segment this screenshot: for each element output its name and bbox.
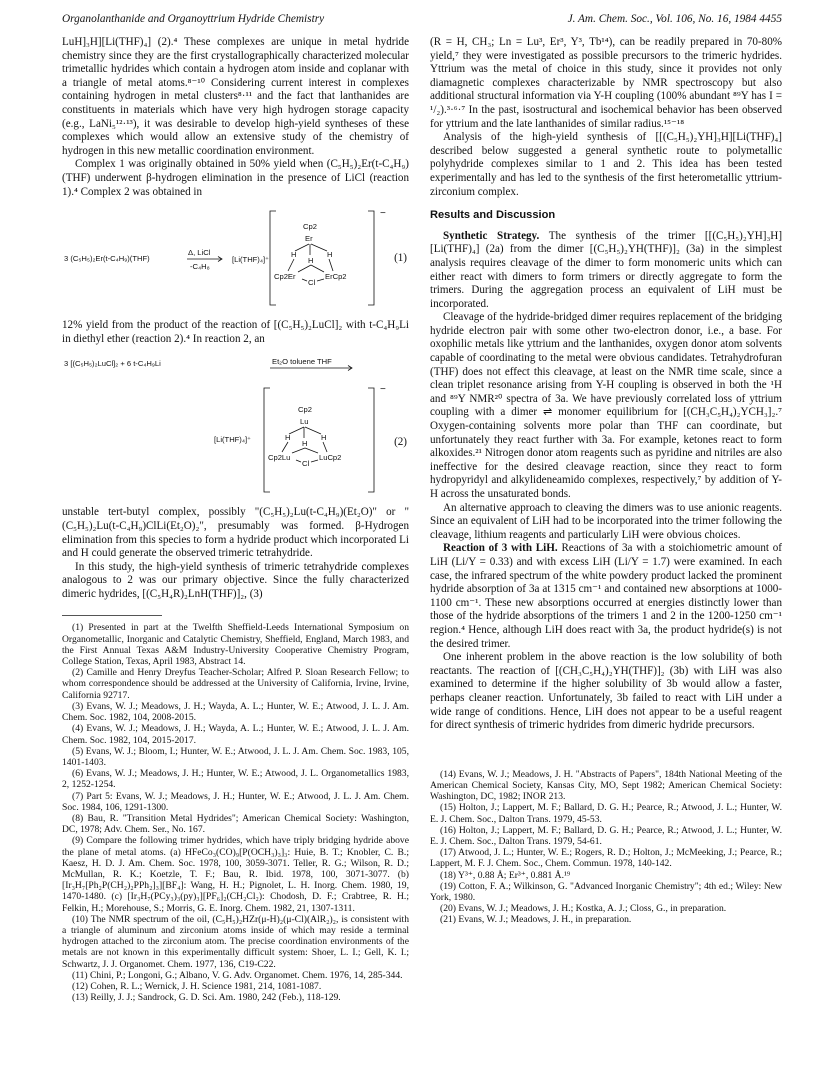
scheme2-metal-top: Lu [300, 417, 309, 427]
scheme1-bond [311, 265, 324, 272]
footnote: (3) Evans, W. J.; Meadows, J. H.; Wayda, A. L.; Hunter, W. E.; Atwood, J. L. J. Am. Chem. Soc. 1982, 104, 2008-2015. [62, 700, 409, 724]
scheme1-h-mid: H [308, 256, 314, 266]
paragraph: In this study, the high-yield synthesis of trimeric tetrahydride complexes analogous to 2 was our primary objective. Since the fully characterized dimeric hydrides, [(C₅H₄R)₂LnH(THF)]₂, (3) [62, 560, 409, 600]
scheme1-bracket-left [270, 211, 276, 305]
paragraph-text: The synthesis of the trimer [[(C₅H₅)₂YH]₃H][Li(THF)₄] (2a) from the dimer [(C₅H₅)₂YH(THF)]₂ (3a) in the simplest analysis requires cleavage of the dimer to form monomeric units which can either react with dimers to form trimers or directly aggregate to form the trimers. During the aggregation process an equivalent of LiH must be incorporated. [430, 229, 783, 310]
footnote: (2) Camille and Henry Dreyfus Teacher-Scholar; Alfred P. Sloan Research Fellow; to whom correspondence should be addressed at the University of California, Irvine, Irvine, California 92717. [62, 667, 409, 701]
footnote: (1) Presented in part at the Twelfth Sheffield-Leeds International Symposium on Organometallic, Inorganic and Catalytic Chemistry, Sheffield, England, March 1983, and the First Annual Texas A&M Industry-University Cooperative Chemistry Program, College Station, Texas, April 1983, Abstract 14. [62, 622, 409, 668]
scheme1-bond [329, 259, 333, 271]
scheme1-cp2-right: ErCp2 [325, 272, 347, 282]
scheme1-bond [302, 279, 307, 281]
footnote: (16) Holton, J.; Lappert, M. F.; Ballard, D. G. H.; Pearce, R.; Atwood, J. L.; Hunter, W. E. J. Chem. Soc., Dalton Trans. 1979, 54-61. [430, 824, 782, 847]
footnote: (5) Evans, W. J.; Bloom, I.; Hunter, W. E.; Atwood, J. L. J. Am. Chem. Soc. 1983, 105, 1401-1403. [62, 745, 409, 768]
paragraph: LuH]₃H][Li(THF)₄] (2).⁴ These complexes are unique in metal hydride chemistry since they are the first crystallographically characterized molecular trimetallic hydrides which contain a hydrogen atom inside and coplanar with a triangle of metal atoms.⁸⁻¹⁰ Considering current interest in complexes containing hydrogen in metal clusters⁸·¹¹ and the fact that lanthanides are constituents in materials which have very high hydrogen storage capacity (e.g., LaNi₅¹²·¹³), it was desirable to develop high-yield syntheses of these complexes which would allow an extensive study of the chemistry of hydrogen in this new metallic coordination environment. [62, 36, 409, 157]
scheme1-h-right: H [327, 250, 333, 260]
paragraph [430, 230, 782, 312]
scheme1-charge: − [380, 208, 386, 220]
scheme2-h-mid: H [302, 439, 308, 449]
scheme1-cp2-top: Cp2 [303, 222, 317, 232]
scheme1-cp2-left: Cp2Er [274, 272, 296, 282]
footnote: (11) Chini, P.; Longoni, G.; Albano, V. G. Adv. Organomet. Chem. 1976, 14, 285-344. [72, 969, 403, 981]
reaction-scheme-2 [62, 352, 409, 500]
footnote: (19) Cotton, F. A.; Wilkinson, G. "Advanced Inorganic Chemistry"; 4th ed.; Wiley: New York, 1980. [430, 880, 782, 903]
scheme2-bond [282, 442, 288, 452]
paragraph: Analysis of the high-yield synthesis of [[(C₅H₅)₂YH]₃H][Li(THF)₄] described below suggested a general synthetic route to polymetallic polyhydride complexes similar to 1 and 2. This idea has been tested experimentally and has led to the synthesis of the first heterometallic yttrium-zirconium complex. [430, 131, 782, 198]
scheme2-cation: [Li(THF)₄]⁺ [214, 435, 252, 445]
footnote: (8) Bau, R. "Transition Metal Hydrides"; American Chemical Society: Washington, DC, 1978; Adv. Chem. Ser., No. 167. [62, 812, 409, 836]
footnote: (21) Evans, W. J.; Meadows, J. H., in preparation. [440, 914, 632, 926]
paragraph: (R = H, CH₃; Ln = Lu³, Er³, Y³, Tb¹⁴), can be readily prepared in 70-80% yield,⁷ they were investigated as possible precursors to the trimeric hydrides. Yttrium was the metal of choice in this study, since it provides not only diamagnetic complexes characterizable by NMR spectroscopy but also additional structural information via Y-H coupling (100% abundant ⁸⁹Y has I = ¹/₂).³·⁶·⁷ In the past, isostructural and isochemical behavior has been observed for yttrium and the late lanthanides of similar radius.¹⁵⁻¹⁸ [430, 36, 782, 130]
scheme1-bond [311, 244, 327, 251]
footnote: (12) Cohen, R. L.; Wernick, J. H. Science 1981, 214, 1081-1087. [72, 980, 322, 992]
right-column [430, 36, 782, 926]
scheme2-cp2-top: Cp2 [298, 405, 312, 415]
left-column [62, 36, 409, 1003]
scheme2-charge: − [380, 384, 386, 396]
scheme2-cl: Cl [302, 459, 310, 469]
scheme1-bond [317, 279, 324, 281]
scheme1-h-left: H [291, 250, 297, 260]
scheme2-reactant: 3 [(C₅H₅)₂LuCl]₂ + 6 t-C₄H₉Li [64, 359, 161, 369]
scheme2-bond [305, 427, 321, 434]
equation-number-1: (1) [394, 252, 407, 265]
running-head-citation: J. Am. Chem. Soc., Vol. 106, No. 16, 1984 4455 [567, 13, 782, 25]
scheme1-bond [298, 265, 311, 272]
footnote: (15) Holton, J.; Lappert, M. F.; Ballard, D. G. H.; Pearce, R.; Atwood, J. L.; Hunter, W. E. J. Chem. Soc., Dalton Trans. 1979, 45-53. [430, 802, 782, 825]
footnote: (4) Evans, W. J.; Meadows, J. H.; Wayda, A. L.; Hunter, W. E.; Atwood, J. L. J. Am. Chem. Soc. 1982, 104, 2015-2017. [62, 723, 409, 746]
scheme1-arrow-bottom: -C₄H₈ [190, 262, 210, 272]
footnote: (18) Y³⁺, 0.88 Å; Er³⁺, 0.881 Å.¹⁹ [440, 869, 571, 881]
footnote: (13) Reilly, J. J.; Sandrock, G. D. Sci. Am. 1980, 242 (Feb.), 118-129. [72, 992, 341, 1004]
footnote: (6) Evans, W. J.; Meadows, J. H.; Hunter, W. E.; Atwood, J. L. Organometallics 1983, 2, 1252-1254. [62, 768, 409, 791]
footnote: (10) The NMR spectrum of the oil, (C₅H₅)₂HZr(μ-H)₂(μ-Cl)(AlR₂)₂, is consistent with a triangle of aluminum and zirconium atoms inside of which may reside a terminal hydrogen attached to the zirconium atom. The precise coordination environments of the metals are not known in this experimentally difficult system: Shoer, L. I.; Gell, K. I.; Schwartz, J. J. Organomet. Chem. 1977, 136, C19-C22. [62, 913, 409, 970]
scheme2-h-right: H [321, 433, 327, 443]
scheme1-cation: [Li(THF)₄]⁺ [232, 255, 270, 265]
scheme1-bracket-right [368, 211, 374, 305]
scheme2-bond [292, 448, 305, 453]
right-footnotes [430, 769, 782, 926]
scheme2-arrow-labels: Et₂O toluene THF [272, 357, 332, 367]
footnote: (20) Evans, W. J.; Meadows, J. H.; Kostka, A. J.; Closs, G., in preparation. [440, 903, 727, 915]
reaction-scheme-2-drawing [62, 352, 409, 500]
section-heading: Results and Discussion [430, 209, 556, 222]
scheme2-bracket-left [264, 388, 270, 492]
paragraph: unstable tert-butyl complex, possibly "(C₅H₅)₂Lu(t-C₄H₉)(Et₂O)" or "(C₅H₅)₂Lu(t-C₄H₉)ClLi(Et₂O)₂", presumably was formed. β-Hydrogen elimination from this species to form a hydride product which incorporated Li and H could generate the observed trimeric tetrahydride. [62, 506, 409, 560]
scheme2-cp2-left: Cp2Lu [268, 453, 291, 463]
scheme1-reactant: 3 (C₅H₅)₂Er(t-C₄H₉)(THF) [64, 254, 150, 264]
paragraph: One inherent problem in the above reaction is the low solubility of both reactants. The reaction of [(CH₃C₅H₄)₂YH(THF)]₂ (3b) with LiH was also examined to determine if the higher solubility of 3b would allow a faster, perhaps cleaner reaction. Unfortunately, 3b failed to react with LiH under a wide range of conditions. Hence, LiH does not appear to be a useful reagent for direct synthesis of trimeric hydrides from dimeric hydride precursors. [430, 651, 782, 732]
paragraph: Cleavage of the hydride-bridged dimer requires replacement of the bridging hydride electron pair with some other two-electron donor, i.e., a base. For oxophilic metals like yttrium and the lanthanides, oxygen donor atom solvents capable of coordinating to the metal were obvious candidates. Tetrahydrofuran (THF) does not effect this cleavage, at least on the NMR time scale, since a clean triplet resonance arising from Y-H coupling is observed in both the ¹H and ⁸⁹Y NMR²⁰ spectra of 3a. We have previously correlated loss of yttrium coupling with a dimer ⇌ monomer equilibrium for [(CH₃C₅H₄)₂YCH₃]₂.⁷ Oxygen-containing solvents more polar than THF can coordinate, but unfortunately they react further with 3a. For example, ketones react to form alkoxides.²¹ Nitrogen donor atom reagents such as pyridine and nitriles are also ineffective for the desired cleavage reaction, since they react to form hydropyridyl and alkylideneamido complexes, respectively,⁷ by addition of Y-H across the unsaturated bonds. [430, 311, 782, 500]
scheme2-bond [305, 448, 318, 453]
footnote: (17) Atwood, J. L.; Hunter, W. E.; Rogers, R. D.; Holton, J.; McMeeking, J.; Pearce, R.; Lappert, M. F. J. Chem. Soc., Chem. Commun. 1978, 140-142. [430, 847, 782, 870]
scheme1-bond [288, 259, 294, 271]
scheme2-bracket-right [368, 388, 374, 492]
footnote: (14) Evans, W. J.; Meadows, J. H. "Abstracts of Papers", 184th National Meeting of the American Chemical Society, Kansas City, MO, Sept 1982; American Chemical Society: Washington, DC, 1982; INOR 213. [430, 768, 782, 803]
footnote-rule [62, 615, 162, 616]
paragraph-text: Reactions of 3a with a stoichiometric amount of LiH (Li/Y = 0.33) and with excess LiH (Li/Y = 1.7) were examined. In each case, the infrared spectrum of the white powdery product lacked the prominent hydride absorption of 3a at 1315 cm⁻¹ and contained new absorptions at 1000-1100 cm⁻¹. These new absorptions occurred at energies distinctly lower than those of the hydride absorptions of the trimers 1 and 2 in the 1200-1250 cm⁻¹ region.⁴ Hence, although LiH does react with 3a, the product hydride(s) is not the desired trimer. [430, 542, 782, 650]
scheme2-bond [311, 460, 318, 462]
left-footnotes [62, 615, 409, 1003]
paragraph: 12% yield from the product of the reaction of [(C₅H₅)₂LuCl]₂ with t-C₄H₉Li in diethyl ether (reaction 2).⁴ In reaction 2, an [62, 319, 409, 345]
scheme2-h-left: H [285, 433, 291, 443]
footnote: (7) Part 5: Evans, W. J.; Meadows, J. H.; Hunter, W. E.; Atwood, J. L. J. Am. Chem. Soc. 1984, 106, 1291-1300. [62, 790, 409, 813]
scheme1-metal-top: Er [305, 234, 313, 244]
footnote: (9) Compare the following trimer hydrides, which have triply bridging hydride above the plane of metal atoms. (a) HFeCo₃(CO)₉[P(OCH₃)₃]₃: Huie, B. T.; Knobler, C. B.; Kaesz, H. D. J. Am. Chem. Soc. 1978, 100, 3059-3071. Teller, R. G.; Wilson, R. D.; McMullan, R. K.; Koetzle, T. F.; Bau, R. Ibid. 1978, 100, 3071-3077. (b) [Ir₃H₇[Ph₂P(CH₂)₂PPh₂]₃][BF₄]: Wang, H. H.; Pignolet, L. H. Inorg. Chem. 1980, 19, 1470-1480. (c) [Ir₃H₇(PCy₃)₃(py)₃][PF₆]₂(CH₂Cl₂): Chodosh, D. F.; Crabtree, R. H.; Felkin, H.; Morehouse, S.; Morris, G. E. Inorg. Chem. 1982, 21, 1307-1311. [62, 835, 409, 914]
running-head-title: Organolanthanide and Organoyttrium Hydride Chemistry [62, 13, 325, 25]
paragraph: Complex 1 was originally obtained in 50% yield when (C₅H₅)₂Er(t-C₄H₉)(THF) underwent β-hydrogen elimination in the presence of LiCl (reaction 1).⁴ Complex 2 was obtained in [62, 158, 409, 198]
scheme1-bond [295, 244, 309, 251]
scheme2-cp2-right: LuCp2 [319, 453, 342, 463]
scheme1-cl: Cl [308, 278, 316, 288]
run-in-heading: Synthetic Strategy. [443, 229, 540, 242]
reaction-scheme-1 [62, 205, 409, 313]
paragraph: An alternative approach to cleaving the dimers was to use anionic reagents. Since an equivalent of LiH had to be incorporated into the trimer following the cleavage, lithium reagents and particularly LiH were obvious choices. [430, 501, 782, 541]
reaction-scheme-1-drawing [62, 205, 409, 313]
scheme2-bond [296, 460, 301, 462]
scheme2-bond [323, 442, 327, 452]
scheme1-arrow-top: Δ, LiCl [188, 248, 211, 258]
run-in-heading: Reaction of 3 with LiH. [443, 542, 558, 555]
scheme2-bond [289, 427, 304, 434]
equation-number-2: (2) [394, 436, 407, 449]
paragraph [430, 542, 782, 651]
